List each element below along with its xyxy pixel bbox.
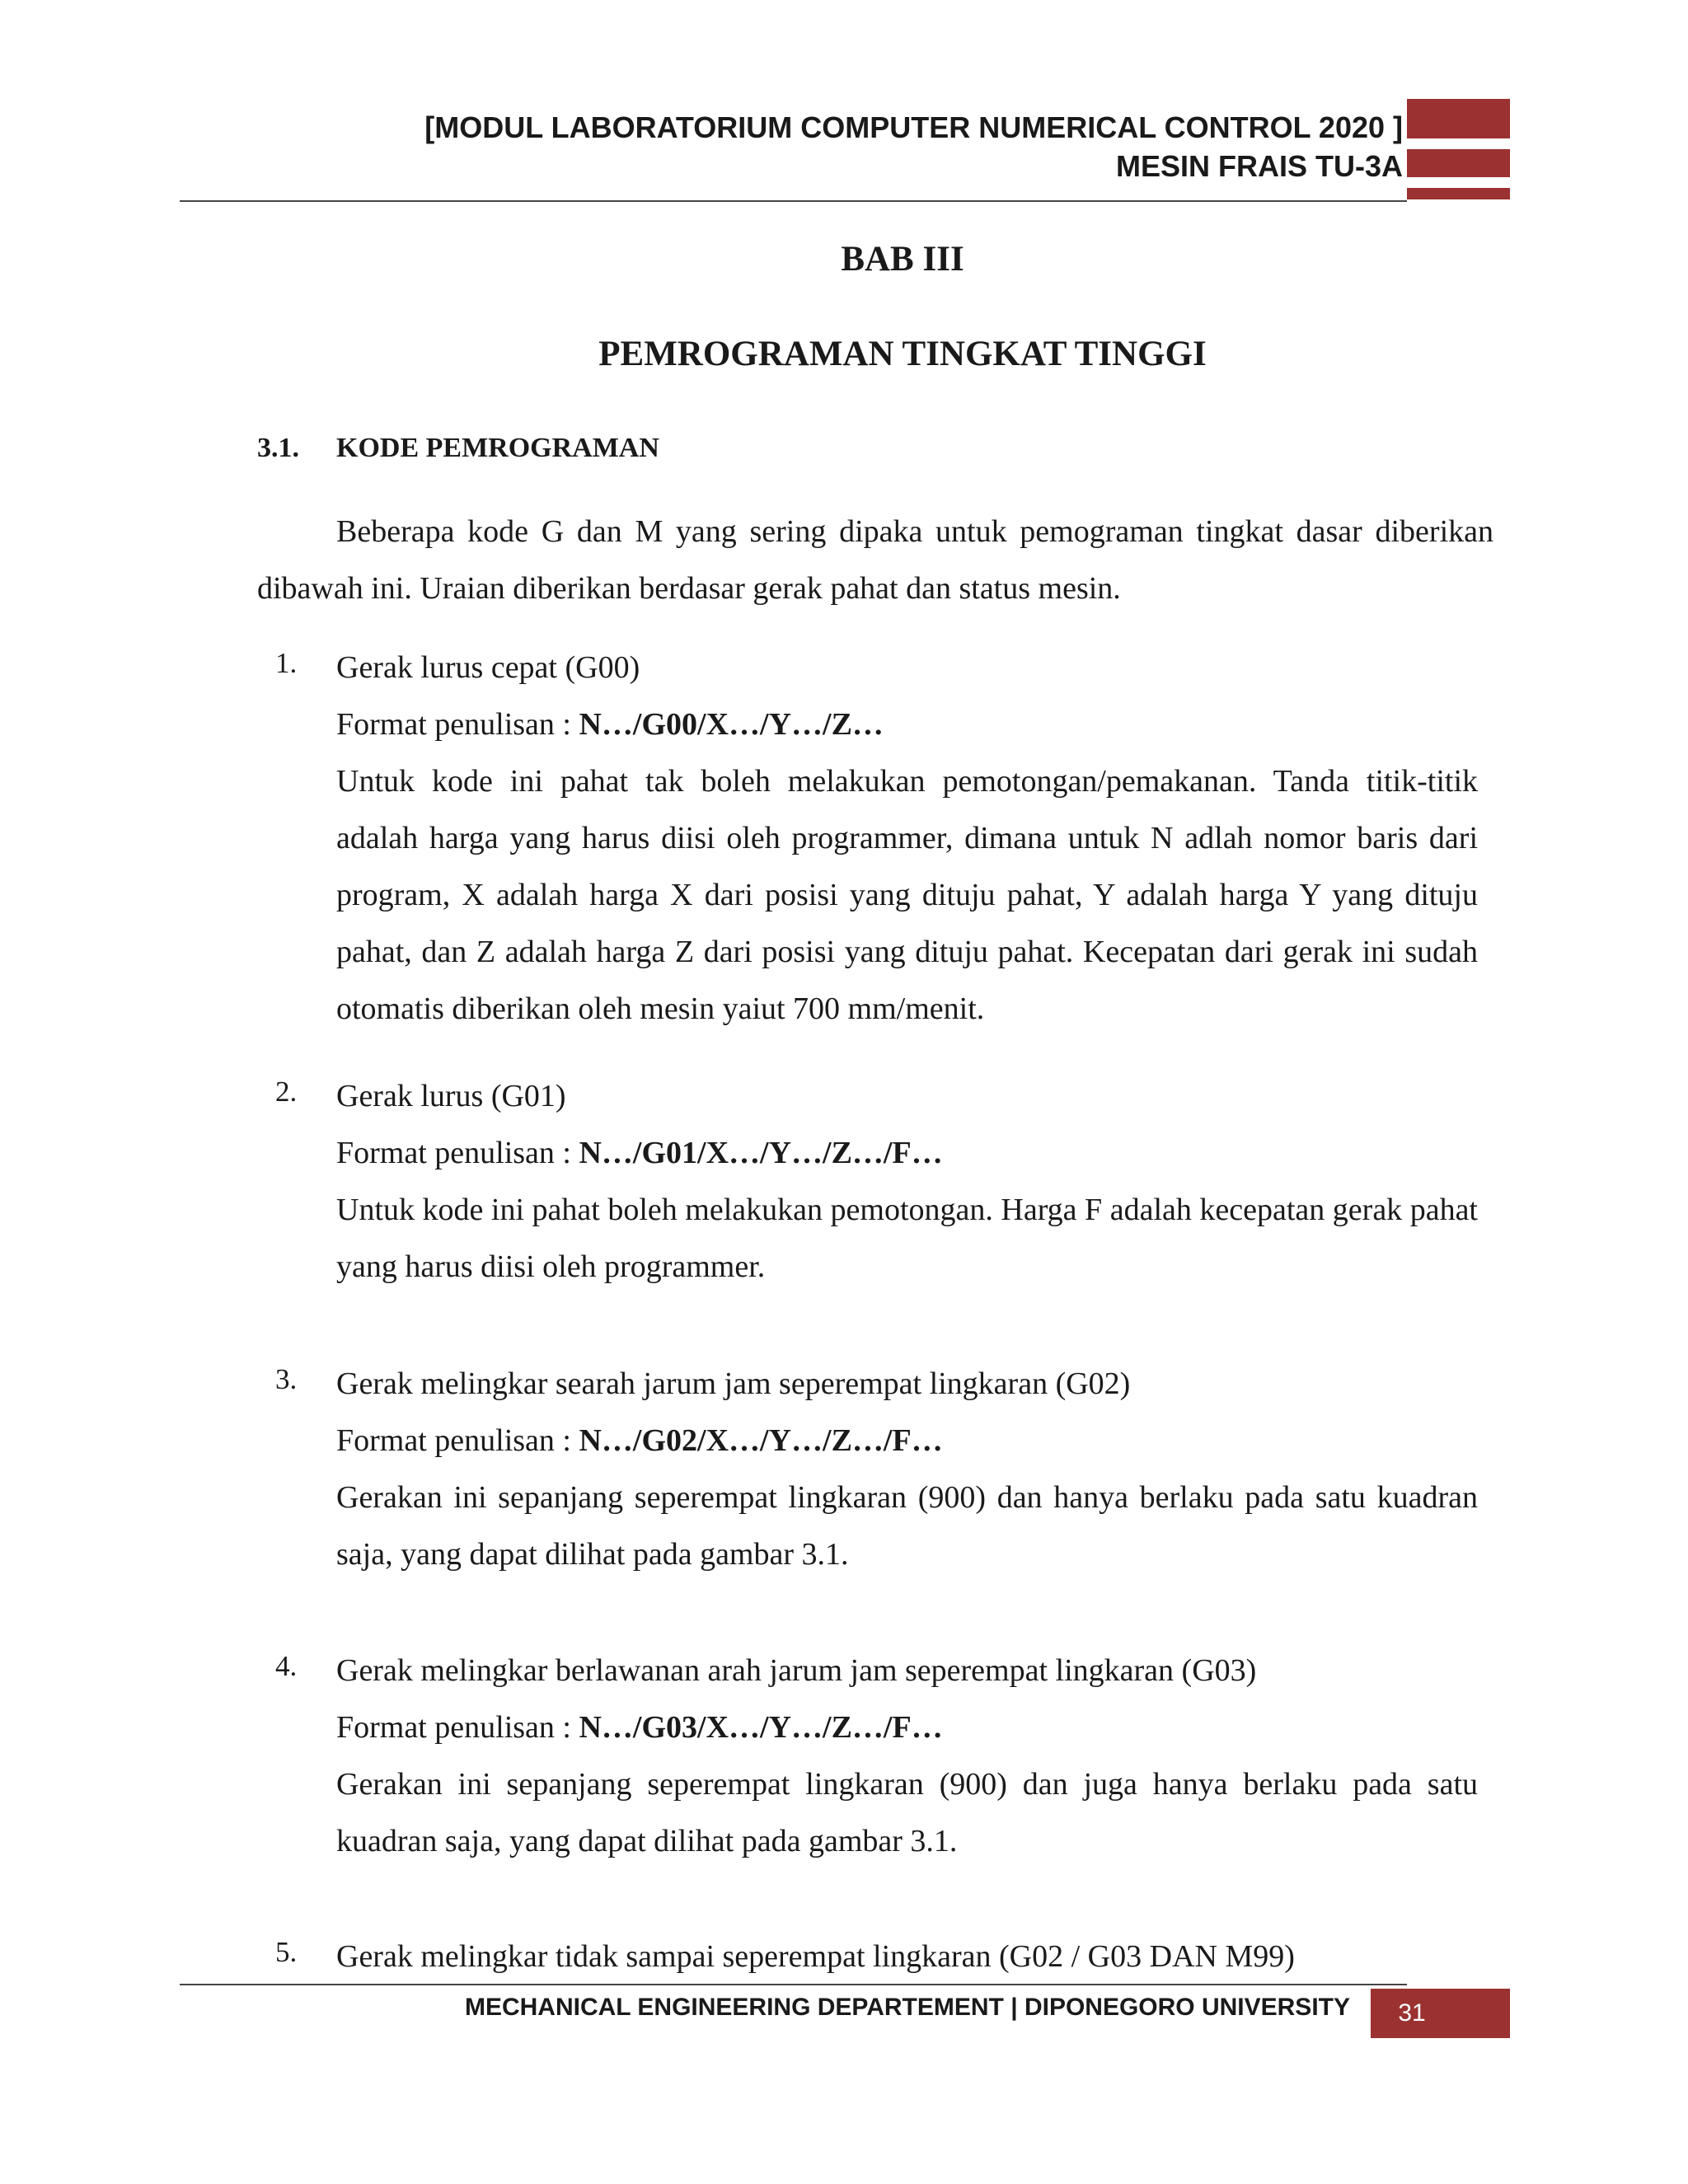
- format-code: N…/G01/X…/Y…/Z…/F…: [579, 1136, 943, 1170]
- format-label: Format penulisan :: [336, 1136, 579, 1170]
- intro-paragraph: Beberapa kode G dan M yang sering dipaka untuk pemograman tingkat dasar diberikan dibawah ini. Uraian diberikan berdasar gerak pahat dan status mesin.: [257, 514, 1493, 606]
- list-item: [336, 1068, 1478, 1296]
- list-item-description: Gerakan ini sepanjang seperempat lingkaran (900) dan juga hanya berlaku pada satu kuadran saja, yang dapat dilihat pada gambar 3.1.: [336, 1767, 1478, 1858]
- list-item-number: 4.: [275, 1650, 298, 1682]
- format-code: N…/G03/X…/Y…/Z…/F…: [579, 1710, 943, 1745]
- list-item-description: Untuk kode ini pahat boleh melakukan pemotongan. Harga F adalah kecepatan gerak pahat yang harus diisi oleh programmer.: [336, 1193, 1478, 1284]
- header-subtitle: MESIN FRAIS TU-3A: [1115, 149, 1403, 183]
- format-label: Format penulisan :: [336, 1423, 579, 1458]
- list-item-number: 2.: [275, 1076, 298, 1108]
- list-item-heading: Gerak lurus (G01): [336, 1079, 566, 1113]
- format-line: [336, 1699, 1478, 1756]
- format-label: Format penulisan :: [336, 707, 579, 742]
- list-item-heading: Gerak melingkar searah jarum jam seperempat lingkaran (G02): [336, 1366, 1131, 1401]
- format-line: [336, 1125, 1478, 1182]
- footer-text: MECHANICAL ENGINEERING DEPARTEMENT | DIPONEGORO UNIVERSITY: [464, 1994, 1350, 2021]
- format-line: [336, 696, 1478, 753]
- header-accent-block: [1407, 188, 1510, 199]
- format-code: N…/G02/X…/Y…/Z…/F…: [579, 1423, 943, 1458]
- list-item-description: Gerakan ini sepanjang seperempat lingkaran (900) dan hanya berlaku pada satu kuadran saja, yang dapat dilihat pada gambar 3.1.: [336, 1480, 1478, 1572]
- list-item-heading: Gerak melingkar tidak sampai seperempat lingkaran (G02 / G03 DAN M99): [336, 1939, 1295, 1974]
- section-title: KODE PEMROGRAMAN: [336, 433, 659, 463]
- page-number: 31: [1398, 1999, 1426, 2027]
- list-item-number: 1.: [275, 647, 298, 679]
- list-item-heading: Gerak lurus cepat (G00): [336, 650, 640, 685]
- list-item: [336, 1643, 1478, 1870]
- list-item-heading: Gerak melingkar berlawanan arah jarum jam seperempat lingkaran (G03): [336, 1653, 1257, 1688]
- chapter-number: BAB III: [841, 240, 964, 279]
- list-item-description: Untuk kode ini pahat tak boleh melakukan pemotongan/pemakanan. Tanda titik-titik adalah harga yang harus diisi oleh programmer, dimana untuk N adlah nomor baris dari program, X adalah harga X dari posisi yang dituju pahat, Y adalah harga Y yang dituju pahat, dan Z adalah harga Z dari posisi yang dituju pahat. Kecepatan dari gerak ini sudah otomatis diberikan oleh mesin yaiut 700 mm/menit.: [336, 764, 1478, 1026]
- list-item: [336, 1356, 1478, 1583]
- footer-divider: [180, 1984, 1407, 1985]
- header-accent-block: [1407, 149, 1510, 177]
- list-item: [336, 1929, 1478, 1985]
- list-item: [336, 640, 1478, 1038]
- header-title: [MODUL LABORATORIUM COMPUTER NUMERICAL CONTROL 2020 ]: [424, 110, 1403, 144]
- chapter-title: PEMROGRAMAN TINGKAT TINGGI: [598, 335, 1207, 373]
- format-label: Format penulisan :: [336, 1710, 579, 1745]
- list-item-number: 5.: [275, 1936, 298, 1968]
- header-accent-block: [1407, 99, 1510, 138]
- format-code: N…/G00/X…/Y…/Z…: [579, 707, 884, 742]
- list-item-number: 3.: [275, 1363, 298, 1395]
- section-number: 3.1.: [257, 433, 299, 463]
- header-divider: [180, 200, 1407, 202]
- format-line: [336, 1413, 1478, 1469]
